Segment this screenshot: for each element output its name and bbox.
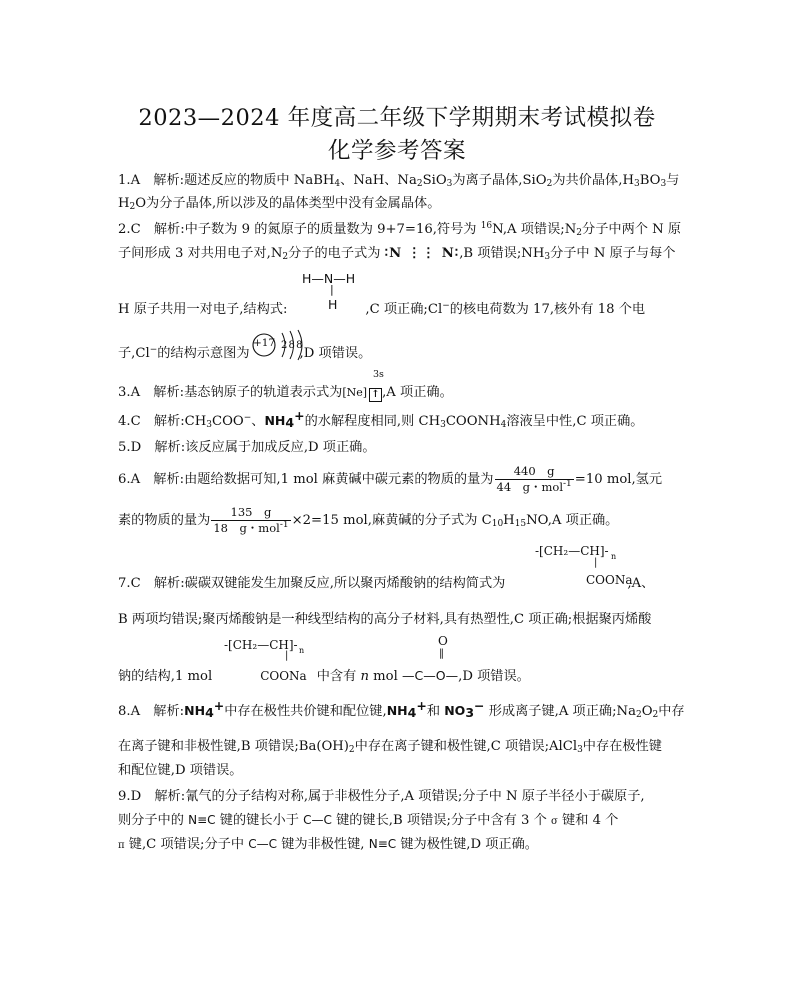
shell-electrons: 2 8 8	[281, 340, 302, 351]
answer-3: 3.A 解析:基态钠原子的轨道表示式为[Ne] ↑ ,A 项正确。	[118, 385, 453, 400]
nh3-bottom-h: H	[328, 297, 338, 312]
answer-6-line-1: 6.A 解析:由题给数据可知,1 mol 麻黄碱中碳元素的物质的量为 $\frac{440 g}{44 g・mol^{-1}}$ =10 mol,氢元	[118, 464, 663, 494]
nucleus-charge: +17	[253, 337, 276, 349]
answer-8-line-1: 8.A 解析$:NH_4^+$中存在极性共价键和配位键$,NH_4^+$和 $NO_3^-$ 形成离子键,A 项正确$;Na_2O_2$中存	[118, 698, 685, 720]
page-subtitle: 化学参考答案	[327, 138, 466, 164]
hydrogen-fraction: $\frac{135 g}{18 g・mol^{-1}}$	[213, 505, 289, 535]
answer-9-line-3: π 键,C 项错误;分子中 C—C 键为非极性键, N≡C 键为极性键,D 项正确。	[118, 837, 538, 852]
nh3-structural-formula: H—N—H	[302, 271, 356, 286]
orbital-box: ↑	[369, 388, 382, 402]
carbon-fraction: $\frac{440 g}{44 g・mol^{-1}}$	[496, 464, 572, 494]
answer-2-line-2: 子间形成 3 对共用电子对$,N_2$分子的电子式为 ∶N ⋮⋮ N∶,B 项错误$;NH_3$分子中 N 原子与每个	[118, 246, 676, 262]
answer-page: 2023—2024 年度高二年级下学期期末考试模拟卷 化学参考答案 1.A 解析:题述反应的物质中 NaBH$_4$、NaH、$Na_2SiO_3$为离子晶体,SiO$_2$为共价晶体$,H_3BO_3$与 $H_2O$为分子晶体,所以涉及的晶体类型中没有金属晶体。 2.C 解析:中子数为 9 的氮原子的质量数为 9+7=16,符号为 $^{16}$N,A 项错误$;N_2$分子中两个 N 原 子间形成 3 对共用电子对$,N_2$分子的电子式为 ∶N ⋮⋮ N∶,B 项错误$;NH_3$分子中 N 原子与每个 H—N—H | H H 原子共用一对电子,结构式: ,C 项正确;Cl−的核电荷数为 17,核外有 18 个电 子,Cl−的结构示意图为 ,D 项错误。 +17 2 8 8 3s 3.A 解析:基态钠原子的轨道表示式为[Ne] ↑ ,A 项正确。 4.C 解析$:CH_3COO^-$、$NH_4^+$的水解程度相同,则 $CH_3COONH_4$溶液呈中性,C 项正确。 5.D 解析:该反应属于加成反应,D 项正确。 6.A 解析:由题给数据可知,1 mol 麻黄碱中碳元素的物质的量为 $\frac{440 g}{44 g・mol^{-1}}$ =10 mol,氢元 素的物质的量为 $\frac{135 g}{18 g・mol^{-1}}$ ×2=15 mol,麻黄碱的分子式为 $C_{10}H_{15}NO,A$ 项正确。 -[CH₂—CH]- n | COONa 7.C 解析:碳碳双键能发生加聚反应,所以聚丙烯酸钠的结构简式为 ,A、 B 两项均错误;聚丙烯酸钠是一种线型结构的高分子材料,具有热塑性,C 项正确;根据聚丙烯酸 -[CH₂—CH]- n | O ‖ 钠的结构,1 mol COONa 中含有 n mol —C—O—,D 项错误。 8.A 解析$:NH_4^+$中存在极性共价键和配位键$,NH_4^+$和 $NO_3^-$ 形成离子键,A 项正确$;Na_2O_2$中存 在离子键和非极性键,B 项错误$;Ba(OH)_2$中存在离子键和极性键,C 项错误;AlCl$_3$中存在极性键 和配位键,D 项错误。 9.D 解析:氰气的分子结构对称,属于非极性分子,A 项错误;分子中 N 原子半径小于碳原子, 则分子中的 N≡C 键的键长小于 C—C 键的键长,B 项错误;分子中含有 3 个 σ 键和 4 个 π 键,C 项错误;分子中 C—C 键为非极性键, N≡C 键为极性键,D 项正确。	[0, 0, 794, 1008]
answer-9-line-1: 9.D 解析:氰气的分子结构对称,属于非极性分子,A 项错误;分子中 N 原子半径小于碳原子,	[118, 789, 645, 804]
answer-8-line-3: 和配位键,D 项错误。	[118, 763, 243, 778]
answer-7-line-1: 7.C 解析:碳碳双键能发生加聚反应,所以聚丙烯酸钠的结构简式为 ,A、	[118, 576, 655, 591]
orbital-label: 3s	[373, 369, 384, 380]
answer-2-line-4: 子,Cl−的结构示意图为 ,D 项错误。	[118, 345, 372, 361]
answer-1-line-2: $H_2O$为分子晶体,所以涉及的晶体类型中没有金属晶体。	[118, 196, 441, 212]
answer-2-line-3: H 原子共用一对电子,结构式: ,C 项正确;Cl−的核电荷数为 17,核外有 18 个电	[118, 301, 646, 317]
answer-5: 5.D 解析:该反应属于加成反应,D 项正确。	[118, 440, 376, 455]
answer-6-line-2: 素的物质的量为 $\frac{135 g}{18 g・mol^{-1}}$ ×2=15 mol,麻黄碱的分子式为 $C_{10}H_{15}NO,A$ 项正确。	[118, 505, 619, 535]
answer-1-line-1: 1.A 解析:题述反应的物质中 NaBH$_4$、NaH、$Na_2SiO_3$为离子晶体,SiO$_2$为共价晶体$,H_3BO_3$与	[118, 173, 680, 189]
n2-electron-formula: ∶N ⋮⋮ N∶	[384, 246, 460, 261]
answer-2-line-1: 2.C 解析:中子数为 9 的氮原子的质量数为 9+7=16,符号为 $^{16}$N,A 项错误$;N_2$分子中两个 N 原	[118, 221, 682, 238]
answer-9-line-2: 则分子中的 N≡C 键的键长小于 C—C 键的键长,B 项错误;分子中含有 3 个 σ 键和 4 个	[118, 813, 619, 828]
nh3-bond-bar: |	[330, 283, 334, 296]
answer-7-line-2: B 两项均错误;聚丙烯酸钠是一种线型结构的高分子材料,具有热塑性,C 项正确;根据聚丙烯酸	[118, 612, 652, 627]
answer-7-line-3: 钠的结构,1 mol COONa 中含有 n mol —C—O—,D 项错误。	[118, 668, 530, 684]
answer-8-line-2: 在离子键和非极性键,B 项错误$;Ba(OH)_2$中存在离子键和极性键,C 项错误;AlCl$_3$中存在极性键	[118, 739, 662, 755]
answer-4: 4.C 解析$:CH_3COO^-$、$NH_4^+$的水解程度相同,则 $CH_3COONH_4$溶液呈中性,C 项正确。	[118, 408, 644, 430]
page-title: 2023—2024 年度高二年级下学期期末考试模拟卷	[138, 105, 656, 131]
